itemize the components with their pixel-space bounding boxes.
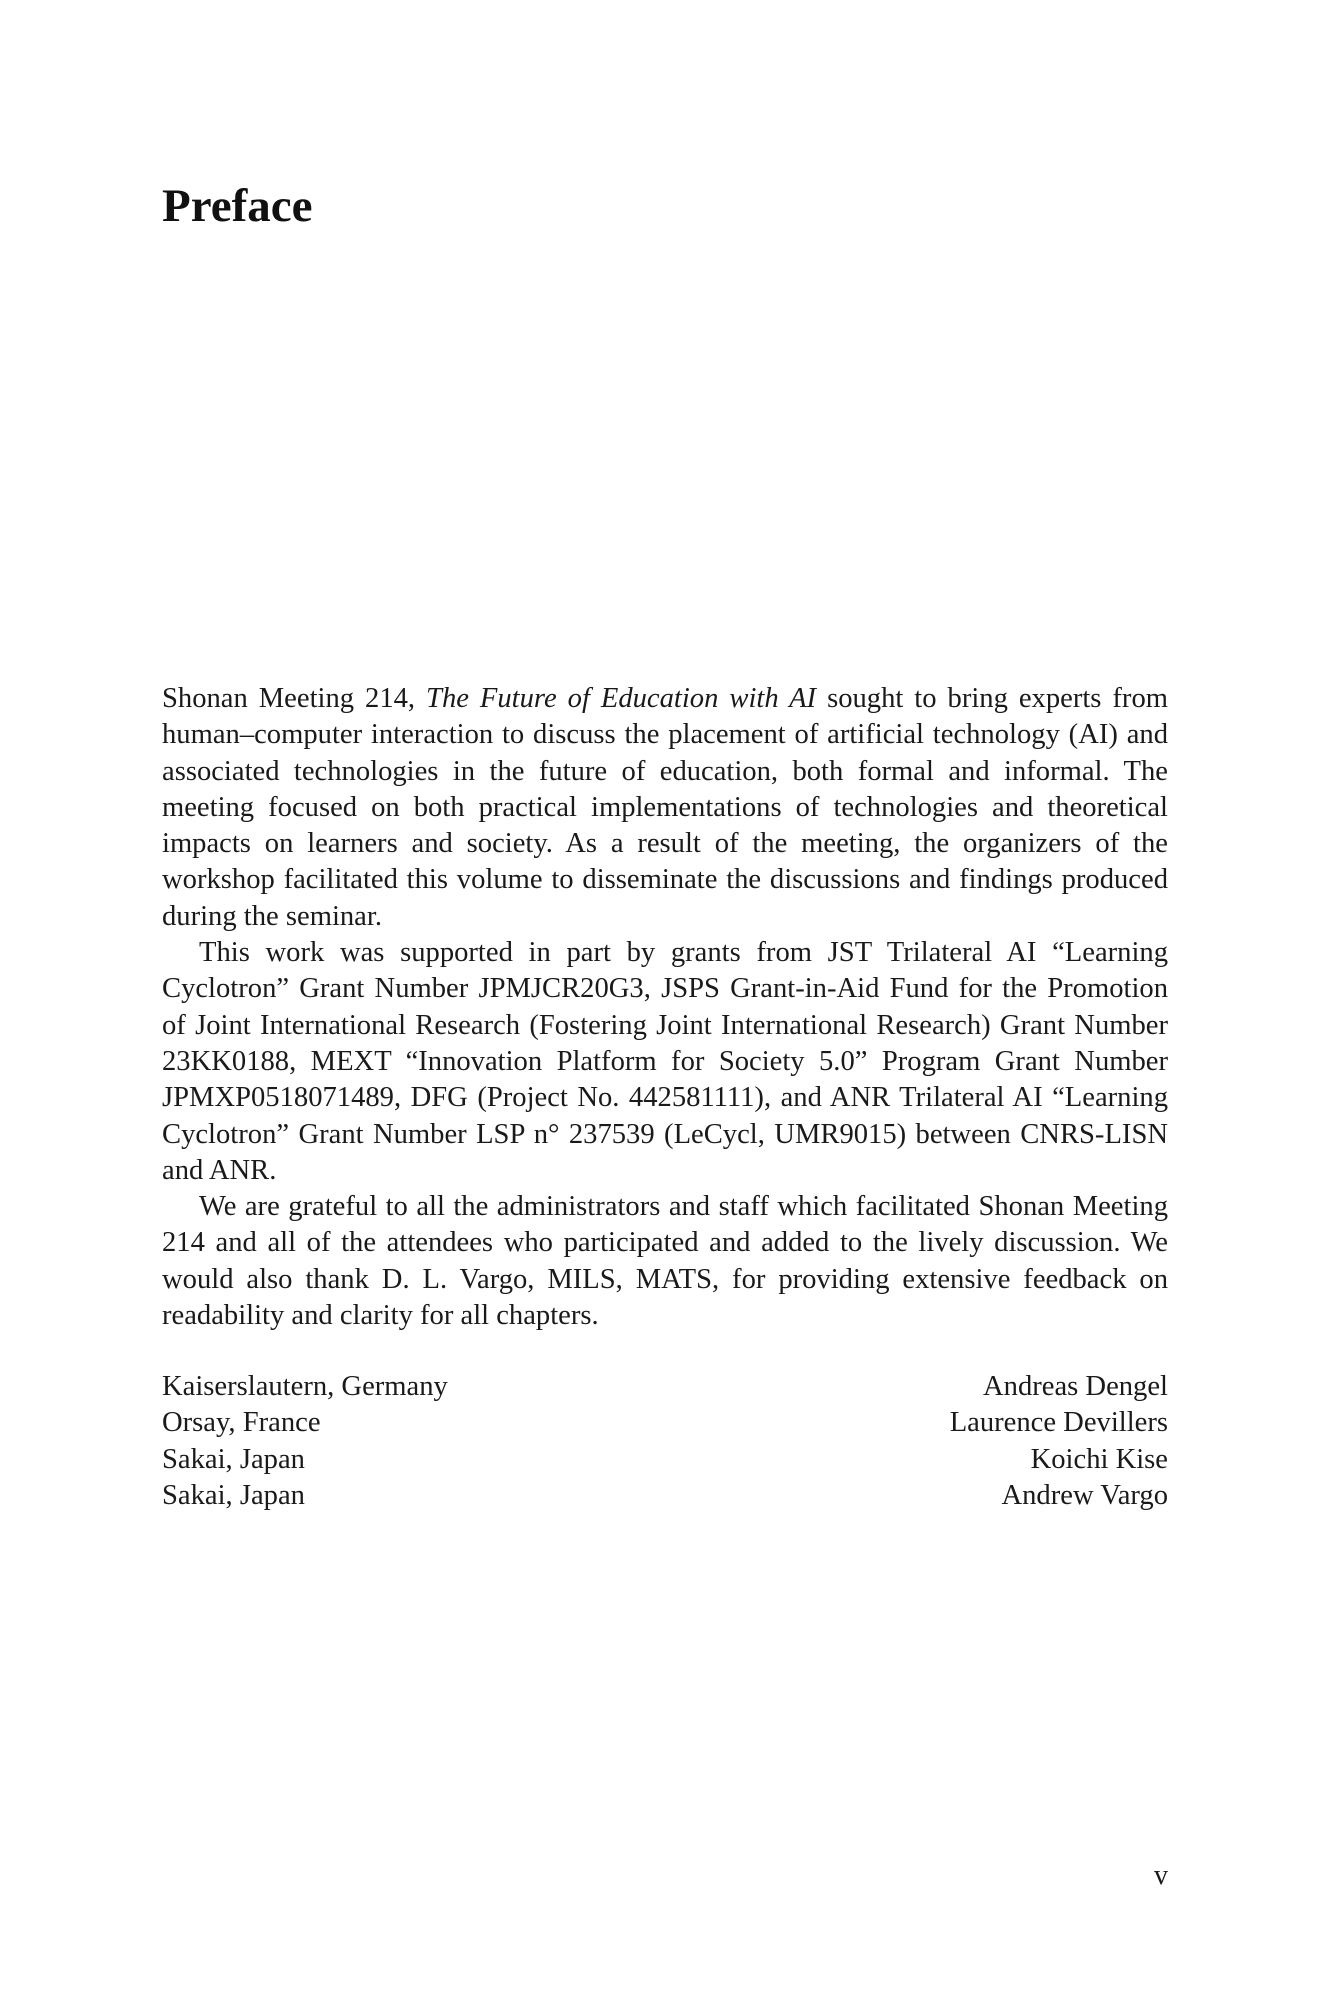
signature-location: Sakai, Japan xyxy=(162,1443,305,1475)
signature-row xyxy=(162,1478,1168,1514)
paragraph-1-before: Shonan Meeting 214, xyxy=(162,683,427,714)
signature-name: Andrew Vargo xyxy=(1001,1479,1168,1511)
signature-row xyxy=(162,1369,1168,1405)
paragraph-2: This work was supported in part by grants from JST Trilateral AI “Learning Cyclotron” Grant Number JPMJCR20G3, JSPS Grant-in-Aid Fund for the Promotion of Joint International Research (Fostering Joint International Research) Grant Number 23KK0188, MEXT “Innovation Platform for Society 5.0” Program Grant Number JPMXP0518071489, DFG (Project No. 442581111), and ANR Trilateral AI “Learning Cyclotron” Grant Number LSP n° 237539 (LeCycl, UMR9015) between CNRS-LISN and ANR. xyxy=(162,937,1168,1186)
signature-row xyxy=(162,1442,1168,1478)
paragraph-3: We are grateful to all the administrators and staff which facilitated Shonan Meeting 214 and all of the attendees who participated and added to the lively discussion. We would also thank D. L. Vargo, MILS, MATS, for providing extensive feedback on readability and clarity for all chapters. xyxy=(162,1191,1168,1332)
signature-name: Andreas Dengel xyxy=(983,1371,1168,1402)
signature-location: Orsay, France xyxy=(162,1407,321,1439)
paragraph-1-after: sought to bring experts from human–computer interaction to discuss the placement of artificial technology (AI) and associated technologies in the future of education, both formal and informal. The meeting focused on both practical implementations of technologies and theoretical impacts on learners and society. As a result of the meeting, the organizers of the workshop facilitated this volume to disseminate the discussions and findings produced during the seminar. xyxy=(162,683,1168,932)
signature-location: Sakai, Japan xyxy=(162,1479,305,1511)
signature-name: Koichi Kise xyxy=(1030,1443,1168,1475)
preface-body xyxy=(162,681,1168,1334)
signature-block xyxy=(162,1369,1168,1514)
paragraph-1 xyxy=(162,681,1168,935)
signature-name: Laurence Devillers xyxy=(949,1407,1168,1439)
signature-location: Kaiserslautern, Germany xyxy=(162,1371,448,1402)
page-number: v xyxy=(1154,1860,1168,1891)
signature-row xyxy=(162,1405,1168,1441)
page-title: Preface xyxy=(162,180,313,232)
meeting-title-italic: The Future of Education with AI xyxy=(426,683,817,714)
